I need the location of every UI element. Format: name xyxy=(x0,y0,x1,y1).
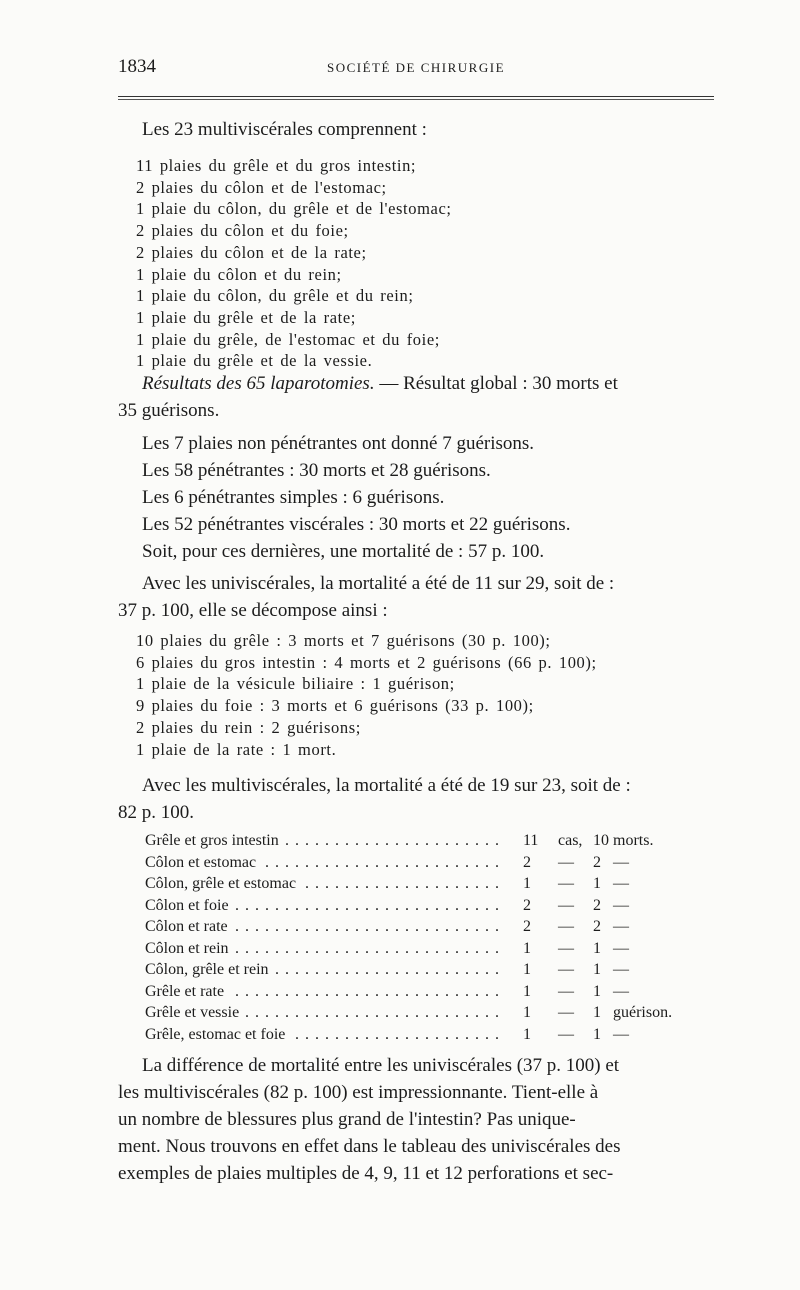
final-paragraph-line: ment. Nous trouvons en effet dans le tableau des univiscérales des xyxy=(118,1136,621,1157)
table-row-label-text: Grêle, estomac et foie xyxy=(145,1026,289,1043)
table-row-cases-unit: — xyxy=(558,853,574,871)
uni-list-item: 9 plaies du foie : 3 morts et 6 guérisons (33 p. 100); xyxy=(136,696,534,716)
table-row-deaths-unit: — xyxy=(613,896,629,914)
table-row xyxy=(145,873,705,895)
table-row-deaths-unit: — xyxy=(613,982,629,1000)
page-header xyxy=(118,56,714,86)
uni-list-item: 2 plaies du rein : 2 guérisons; xyxy=(136,717,361,737)
table-row-cases: 1 xyxy=(523,982,531,1000)
multi-list xyxy=(136,155,716,372)
table-row-deaths: 2 xyxy=(593,918,601,935)
table-row xyxy=(145,959,705,981)
final-paragraph-line: les multiviscérales (82 p. 100) est impressionnante. Tient-elle à xyxy=(118,1082,599,1103)
table-row-deaths: 1 xyxy=(593,1025,601,1043)
multi-list-item: 2 plaies du côlon et du foie; xyxy=(136,221,349,241)
table-row-cases: 2 xyxy=(523,896,531,914)
table-row-cases-unit: — xyxy=(558,1025,574,1043)
running-head: SOCIÉTÉ DE CHIRURGIE xyxy=(326,60,506,75)
table-row-deaths-unit: — xyxy=(613,961,629,978)
table-row-deaths-unit: — xyxy=(613,875,629,892)
table-row-cases: 11 xyxy=(523,832,539,849)
table-row-deaths: 2 xyxy=(593,853,601,871)
table-row-deaths: 1 xyxy=(593,939,601,957)
table-row-cases-unit: — xyxy=(558,918,574,935)
multi-list-item: 1 plaie du côlon, du grêle et de l'estomac; xyxy=(136,199,452,219)
multi-list-item: 1 plaie du grêle, de l'estomac et du foie; xyxy=(136,329,440,349)
uni-list-item: 1 plaie de la rate : 1 mort. xyxy=(136,739,337,759)
table-row-label-text: Grêle et gros intestin xyxy=(145,832,283,849)
table-row xyxy=(145,981,705,1003)
table-row-label-text: Côlon et foie xyxy=(145,897,233,914)
table-row xyxy=(145,852,705,874)
table-row-deaths: 1 xyxy=(593,1004,601,1021)
uni-list-item: 10 plaies du grêle : 3 morts et 7 guérisons (30 p. 100); xyxy=(136,631,551,650)
table-row-label-text: Côlon et rate xyxy=(145,918,232,935)
table-row-cases: 2 xyxy=(523,918,531,935)
page-number: 1834 xyxy=(118,56,156,77)
uni-list-item: 1 plaie de la vésicule biliaire : 1 guérison; xyxy=(136,674,455,694)
table-row-deaths-unit: — xyxy=(613,853,629,871)
table-row-deaths-unit: guérison. xyxy=(613,1004,673,1021)
table-row-deaths-unit: — xyxy=(613,918,629,935)
multi-list-item: 11 plaies du grêle et du gros intestin; xyxy=(136,156,417,175)
header-rule xyxy=(118,96,714,97)
multi-mortality xyxy=(118,772,714,826)
stats-block xyxy=(118,430,714,565)
stats-line: Soit, pour ces dernières, une mortalité de : 57 p. 100. xyxy=(142,541,545,562)
table-row-cases-unit: — xyxy=(558,896,574,914)
final-paragraph xyxy=(118,1052,714,1187)
table-row-label-text: Grêle et rate xyxy=(145,983,228,1000)
table-row-cases-unit: cas, xyxy=(558,832,583,849)
multi-intro xyxy=(118,116,714,143)
multi-intro-line: Les 23 multiviscérales comprennent : xyxy=(142,119,427,140)
multi-list-item: 1 plaie du côlon et du rein; xyxy=(136,264,342,284)
table-row-cases-unit: — xyxy=(558,1004,574,1021)
mortality-table xyxy=(145,830,705,1045)
table-row-label xyxy=(145,938,500,960)
table-row-label xyxy=(145,1002,500,1024)
stats-line: Les 52 pénétrantes viscérales : 30 morts et 22 guérisons. xyxy=(142,514,571,535)
table-row-cases: 2 xyxy=(523,853,531,871)
uni-intro xyxy=(118,570,714,624)
table-row-deaths: 1 xyxy=(593,961,601,978)
stats-line: Les 7 plaies non pénétrantes ont donné 7 guérisons. xyxy=(142,433,535,454)
table-row-deaths: 10 xyxy=(593,832,609,849)
results-paragraph xyxy=(118,370,714,424)
table-row-label xyxy=(145,959,500,981)
table-row-cases-unit: — xyxy=(558,939,574,957)
stats-line: Les 6 pénétrantes simples : 6 guérisons. xyxy=(142,487,445,508)
table-row-deaths: 1 xyxy=(593,875,601,892)
table-row-label xyxy=(145,895,500,917)
table-row-deaths-unit: — xyxy=(613,1025,629,1043)
table-row-cases: 1 xyxy=(523,939,531,957)
uni-intro-line-1: Avec les univiscérales, la mortalité a été de 11 sur 29, soit de : xyxy=(142,573,615,594)
final-paragraph-line: un nombre de blessures plus grand de l'intestin? Pas unique- xyxy=(118,1109,576,1130)
table-row-cases-unit: — xyxy=(558,961,574,978)
table-row-cases: 1 xyxy=(523,1004,531,1021)
table-row-label-text: Côlon et rein xyxy=(145,940,233,957)
table-row-label xyxy=(145,981,500,1003)
results-line-1-rest: — Résultat global : 30 morts et xyxy=(374,373,618,394)
final-paragraph-line: La différence de mortalité entre les univiscérales (37 p. 100) et xyxy=(142,1055,620,1076)
results-heading: Résultats des 65 laparotomies. xyxy=(142,373,375,394)
multi-list-item: 2 plaies du côlon et de l'estomac; xyxy=(136,177,387,197)
uni-list xyxy=(136,630,716,760)
table-row xyxy=(145,830,705,852)
table-row-label-text: Côlon, grêle et rein xyxy=(145,961,273,978)
multi-mortality-line-1: Avec les multiviscérales, la mortalité a été de 19 sur 23, soit de : xyxy=(142,775,631,796)
table-row-deaths: 2 xyxy=(593,896,601,914)
table-row-label-text: Côlon et estomac xyxy=(145,854,260,871)
table-row xyxy=(145,916,705,938)
table-row-cases-unit: — xyxy=(558,875,574,892)
multi-list-item: 1 plaie du grêle et de la vessie. xyxy=(136,351,373,371)
table-row xyxy=(145,1024,705,1046)
table-row-label xyxy=(145,1024,500,1046)
table-row-cases: 1 xyxy=(523,961,531,978)
table-row xyxy=(145,938,705,960)
uni-list-item: 6 plaies du gros intestin : 4 morts et 2 guérisons (66 p. 100); xyxy=(136,652,597,672)
uni-intro-line-2: 37 p. 100, elle se décompose ainsi : xyxy=(118,600,388,621)
multi-mortality-line-2: 82 p. 100. xyxy=(118,802,194,823)
multi-list-item: 1 plaie du grêle et de la rate; xyxy=(136,307,356,327)
multi-list-item: 2 plaies du côlon et de la rate; xyxy=(136,242,367,262)
table-row-label xyxy=(145,916,500,938)
stats-line: Les 58 pénétrantes : 30 morts et 28 guérisons. xyxy=(142,460,491,481)
results-line-1 xyxy=(118,370,714,397)
multi-list-item: 1 plaie du côlon, du grêle et du rein; xyxy=(136,286,414,306)
final-paragraph-line: exemples de plaies multiples de 4, 9, 11 et 12 perforations et sec- xyxy=(118,1163,614,1184)
table-row-deaths-unit: morts. xyxy=(613,832,654,849)
table-row-label-text: Grêle et vessie xyxy=(145,1004,243,1021)
table-row xyxy=(145,1002,705,1024)
table-row-cases: 1 xyxy=(523,875,531,892)
table-row-label xyxy=(145,830,500,852)
results-line-2: 35 guérisons. xyxy=(118,400,220,421)
table-row-label xyxy=(145,873,500,895)
table-row-cases-unit: — xyxy=(558,982,574,1000)
table-row-deaths-unit: — xyxy=(613,939,629,957)
table-row-label-text: Côlon, grêle et estomac xyxy=(145,875,300,892)
table-row-cases: 1 xyxy=(523,1025,531,1043)
table-row-deaths: 1 xyxy=(593,982,601,1000)
table-row xyxy=(145,895,705,917)
table-row-label xyxy=(145,852,500,874)
